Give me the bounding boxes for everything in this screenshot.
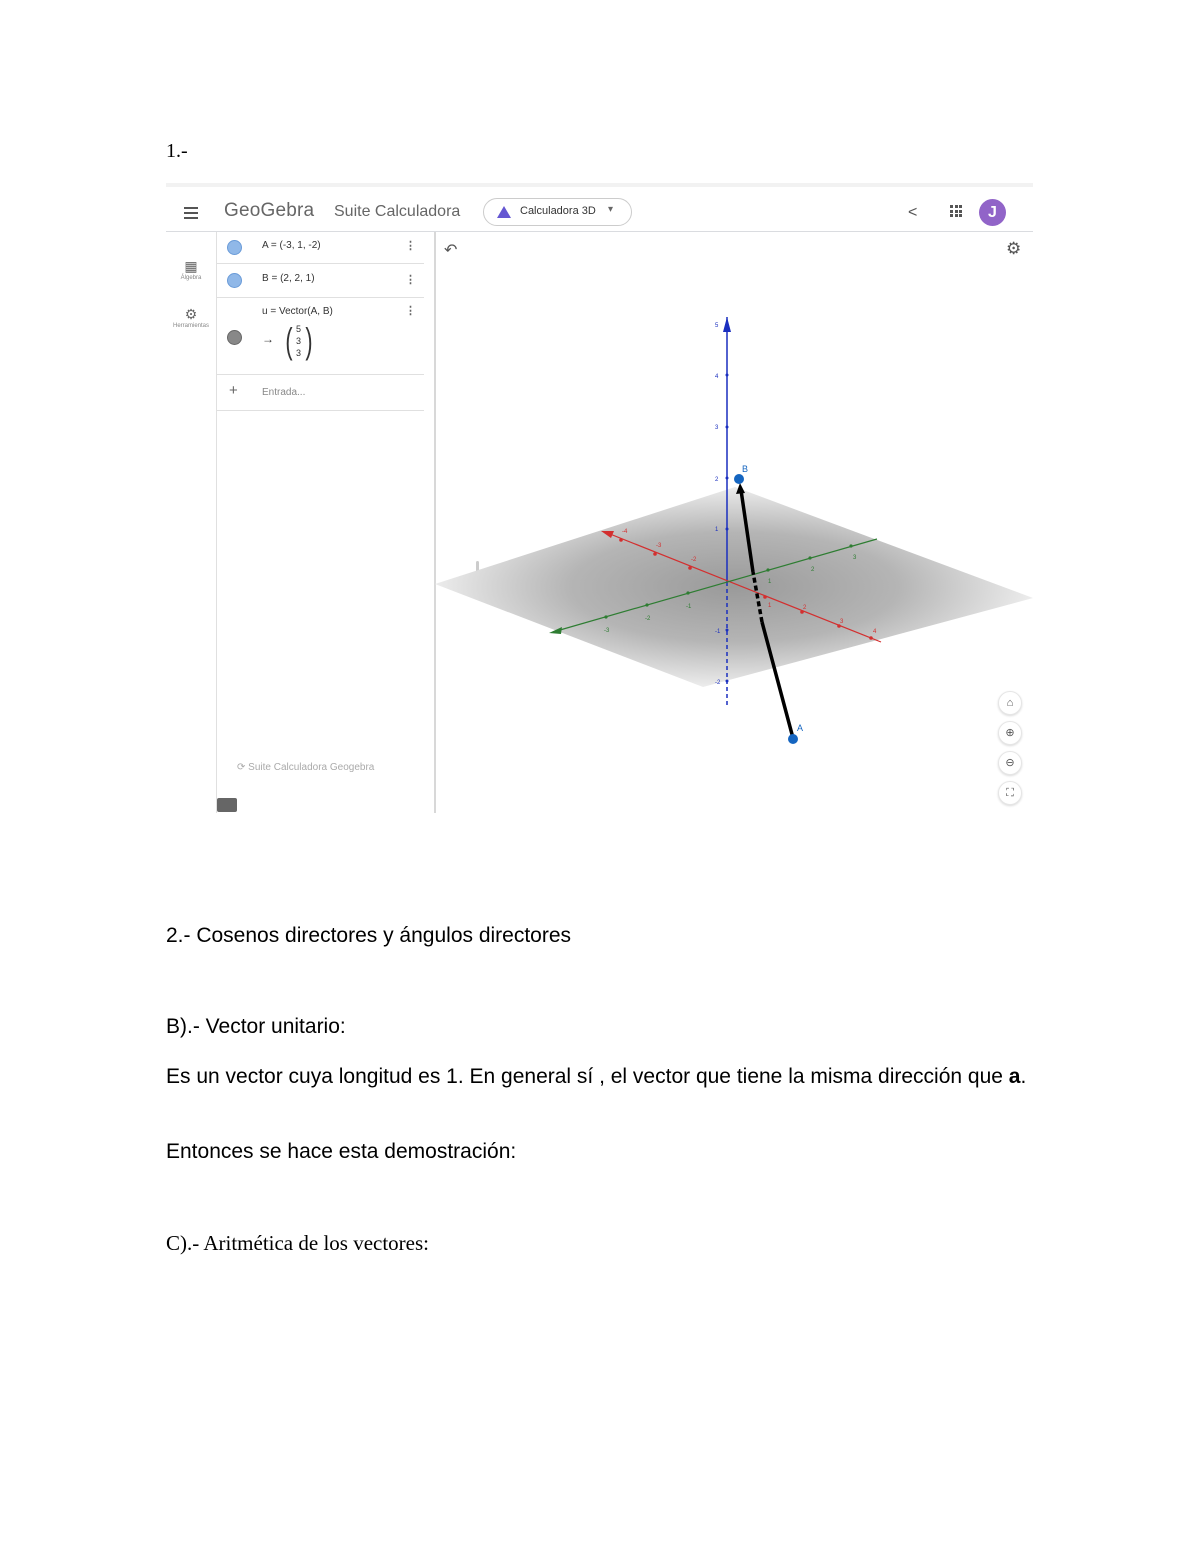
- suite-footer-link[interactable]: ⟳ Suite Calculadora Geogebra: [237, 762, 375, 773]
- algebra-row-a[interactable]: [217, 232, 424, 264]
- svg-text:4: 4: [715, 374, 719, 380]
- algebra-row-b[interactable]: [217, 264, 424, 298]
- calculator-selector[interactable]: [483, 198, 632, 226]
- svg-text:-1: -1: [715, 629, 721, 635]
- paragraph-demostracion: Entonces se hace esta demostración:: [166, 1140, 517, 1163]
- apps-grid-icon[interactable]: [950, 205, 962, 217]
- point-b[interactable]: [734, 474, 744, 484]
- svg-text:-2: -2: [645, 616, 651, 622]
- svg-text:1: 1: [715, 527, 719, 533]
- svg-text:1: 1: [768, 603, 772, 609]
- algebra-row-text: A = (-3, 1, -2): [262, 240, 321, 251]
- chevron-down-icon: ▾: [608, 204, 614, 215]
- app-title: Suite Calculadora: [334, 203, 461, 220]
- calculator-icon: ▦: [184, 258, 198, 274]
- paragraph-text: Es un vector cuya longitud es 1. En general sí , el vector que tiene la misma dirección que: [166, 1065, 1009, 1088]
- xy-plane: [435, 487, 1033, 687]
- item-number-1: 1.-: [166, 140, 188, 162]
- avatar[interactable]: J: [979, 199, 1006, 226]
- svg-text:1: 1: [768, 579, 772, 585]
- graphics-3d-view[interactable]: [435, 232, 1033, 813]
- visibility-toggle[interactable]: [227, 330, 242, 345]
- suite-footer-text: Suite Calculadora Geogebra: [248, 762, 375, 773]
- fullscreen-icon[interactable]: ⛶: [998, 781, 1022, 805]
- visibility-toggle[interactable]: [227, 273, 242, 288]
- input-field[interactable]: Entrada...: [262, 387, 306, 398]
- home-icon[interactable]: ⌂: [998, 691, 1022, 715]
- svg-text:2: 2: [803, 605, 807, 611]
- svg-text:-2: -2: [715, 680, 721, 686]
- algebra-row-text: B = (2, 2, 1): [262, 273, 315, 284]
- point-a-label: A: [797, 723, 804, 733]
- settings-icon[interactable]: ⚙: [1006, 239, 1022, 258]
- sidebar-item-tools[interactable]: [166, 306, 216, 329]
- algebra-row-text: u = Vector(A, B): [262, 306, 333, 317]
- z-axis-arrow: [723, 317, 731, 332]
- svg-text:4: 4: [873, 629, 877, 635]
- algebra-input-row[interactable]: [217, 375, 424, 411]
- vector-component: 3: [296, 336, 302, 346]
- arrow-symbol: →: [262, 332, 274, 346]
- point-a[interactable]: [788, 734, 798, 744]
- sidebar-item-label: Álgebra: [180, 275, 202, 281]
- share-icon[interactable]: <: [908, 204, 918, 221]
- svg-text:3: 3: [840, 619, 844, 625]
- more-options-icon[interactable]: ⋮: [405, 305, 416, 317]
- vector-component: 3: [296, 348, 302, 358]
- svg-text:3: 3: [715, 425, 719, 431]
- vector-component: 5: [296, 324, 302, 334]
- pyramid-icon: [497, 206, 511, 218]
- section-aritmetica: C).- Aritmética de los vectores:: [166, 1231, 430, 1255]
- paragraph-end: .: [1020, 1065, 1027, 1088]
- svg-text:3: 3: [853, 555, 857, 561]
- svg-text:-4: -4: [622, 529, 628, 535]
- menu-icon[interactable]: [184, 207, 198, 222]
- section-vector-unitario: B).- Vector unitario:: [166, 1015, 346, 1038]
- keyboard-icon[interactable]: [217, 798, 237, 812]
- calculator-selector-label: Calculadora 3D: [520, 205, 596, 217]
- svg-text:-2: -2: [691, 557, 697, 563]
- svg-text:-3: -3: [604, 628, 610, 634]
- algebra-view: [216, 232, 436, 813]
- paragraph-vector-unitario: [166, 1061, 1031, 1092]
- svg-text:5: 5: [715, 323, 719, 329]
- zoom-in-icon[interactable]: ⊕: [998, 721, 1022, 745]
- point-b-label: B: [742, 464, 749, 474]
- scene-3d: [435, 232, 1033, 813]
- zoom-out-icon[interactable]: ⊖: [998, 751, 1022, 775]
- svg-text:-3: -3: [656, 543, 662, 549]
- sidebar-item-label: Herramientas: [172, 323, 209, 329]
- bold-vector-a: a: [1008, 1065, 1021, 1088]
- brand-logo: GeoGebra: [224, 200, 315, 221]
- more-options-icon[interactable]: ⋮: [405, 240, 416, 252]
- svg-text:-1: -1: [686, 604, 692, 610]
- heading-cosenos-directores: 2.- Cosenos directores y ángulos directores: [166, 924, 572, 947]
- undo-icon[interactable]: ↶: [444, 242, 458, 259]
- visibility-toggle[interactable]: [227, 240, 242, 255]
- tools-icon: ⚙: [184, 306, 198, 322]
- sidebar-item-algebra[interactable]: [166, 258, 216, 281]
- plus-icon: +: [229, 382, 238, 399]
- left-sidebar: [166, 232, 216, 813]
- svg-text:2: 2: [811, 567, 815, 573]
- geogebra-screenshot: [166, 183, 1033, 813]
- column-vector: ( ) 5 3 3: [285, 320, 313, 361]
- app-header: [166, 187, 1033, 232]
- more-options-icon[interactable]: ⋮: [405, 274, 416, 286]
- svg-text:2: 2: [715, 477, 719, 483]
- algebra-row-u[interactable]: [217, 298, 424, 375]
